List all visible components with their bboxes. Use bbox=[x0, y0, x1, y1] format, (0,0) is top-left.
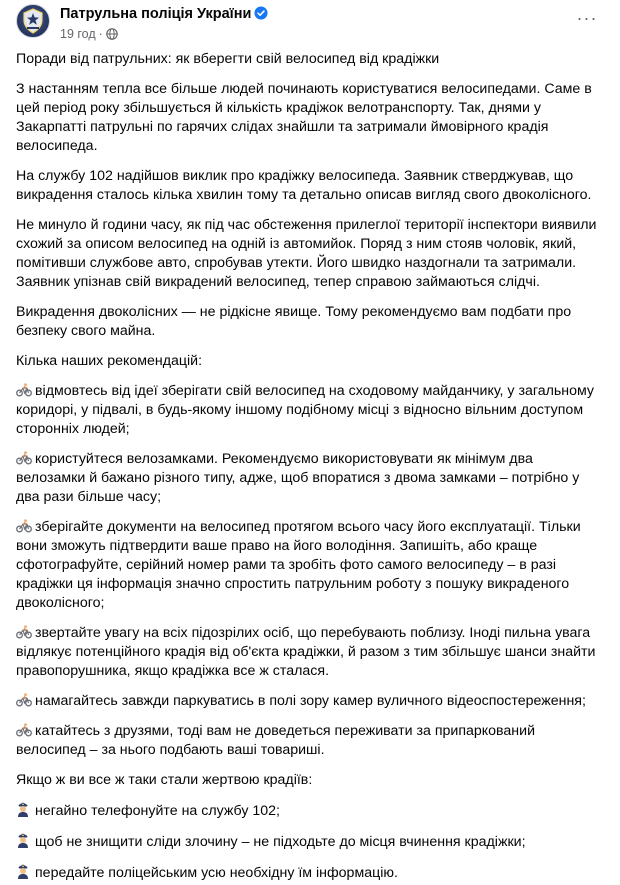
page-avatar[interactable] bbox=[16, 4, 50, 38]
recommendation-text: користуйтеся велозамками. Рекомендуємо використовувати як мінімум два велозамки й бажано різного типу, адже, щоб впоратися з двома замками – потрібно у два рази більше часу; bbox=[16, 451, 580, 505]
post-paragraph: Викрадення двоколісних — не рідкісне явище. Тому рекомендуємо вам подбати про безпеку свого майна. bbox=[16, 304, 572, 339]
bicyclist-emoji-icon bbox=[16, 723, 32, 737]
recommendation-text: зберігайте документи на велосипед протягом всього часу його експлуатації. Тільки вони зможуть підтвердити ваше право на його володіння. Запишіть, або краще сфотографуйте, серійний номер рами та зробіть фото самого велосипеду – в разі крадіжки ця інформація значно спростить патрульним роботу з пошуку викраденого двоколісного; bbox=[16, 519, 581, 611]
bicyclist-emoji-icon bbox=[16, 519, 32, 533]
meta-separator: · bbox=[98, 27, 103, 41]
bicyclist-emoji-icon bbox=[16, 451, 32, 465]
post-paragraph: З настанням тепла все більше людей починають користуватися велосипедами. Саме в цей період року збільшується й кількість крадіжок велотранспорту. Так, днями у Закарпатті патрульні по гарячих слідах знайшли та затримали ймовірного крадія велосипеда. bbox=[16, 81, 592, 154]
victim-step-text: негайно телефонуйте на службу 102; bbox=[35, 803, 280, 819]
post-headline: Поради від патрульних: як вберегти свій велосипед від крадіжки bbox=[16, 51, 440, 67]
post-paragraph: На службу 102 надійшов виклик про крадіжку велосипеда. Заявник стверджував, що викрадення сталось кілька хвилин тому та детально описав вигляд свого двоколісного. bbox=[16, 168, 592, 203]
victim-step-text: передайте поліцейським усю необхідну їм інформацію. bbox=[35, 865, 398, 881]
list-item bbox=[16, 450, 604, 507]
recommendation-text: намагайтесь завжди паркуватись в полі зору камер вуличного відеоспостереження; bbox=[35, 693, 586, 709]
bicyclist-emoji-icon bbox=[16, 625, 32, 639]
more-options-icon[interactable]: ··· bbox=[576, 7, 598, 28]
bicyclist-emoji-icon bbox=[16, 693, 32, 707]
list-item bbox=[16, 692, 604, 711]
list-item bbox=[16, 801, 604, 821]
list-item bbox=[16, 722, 604, 760]
recommendations-heading: Кількa наших рекомендацій: bbox=[16, 353, 203, 369]
post-body bbox=[16, 50, 604, 883]
police-officer-emoji-icon bbox=[16, 801, 32, 815]
list-item bbox=[16, 624, 604, 681]
police-officer-emoji-icon bbox=[16, 863, 32, 877]
page-name-link[interactable]: Патрульна поліція України bbox=[60, 6, 252, 22]
police-badge-icon bbox=[21, 8, 45, 34]
post-timestamp[interactable]: 19 год bbox=[60, 27, 96, 41]
globe-icon[interactable] bbox=[106, 27, 118, 46]
list-item bbox=[16, 832, 604, 852]
victim-step-text: щоб не знищити сліди злочину – не підходьте до місця вчинення крадіжки; bbox=[35, 834, 526, 850]
list-item bbox=[16, 863, 604, 883]
post-meta bbox=[60, 25, 118, 46]
recommendation-text: відмовтесь від ідеї зберігати свій велосипед на сходовому майданчику, у загальному коридорі, у підвалі, в будь-якому іншому подібному місці з відносно вільним доступом сторонніх людей; bbox=[16, 383, 594, 437]
post-paragraph: Не минуло й години часу, як під час обстеження прилеглої території інспектори виявили схожий за описом велосипед на одній із автомийок. Поряд з ним стояв чоловік, який, помітивши службове авто, спробував утекти. Його швидко наздогнали та затримали. Заявник упізнав свій викрадений велосипед, тепер справою займаються слідчі. bbox=[16, 217, 597, 290]
bicyclist-emoji-icon bbox=[16, 383, 32, 397]
recommendation-text: звертайте увагу на всіх підозрілих осіб, що перебувають поблизу. Іноді пильна увага відлякує потенційного крадія від об'єкта крадіжки, й разом з тим збільшує шанси знайти правопорушника, якщо крадіжка все ж сталася. bbox=[16, 625, 596, 679]
list-item bbox=[16, 518, 604, 613]
list-item bbox=[16, 382, 604, 439]
verified-badge-icon bbox=[254, 6, 268, 26]
page-name-line bbox=[60, 5, 268, 26]
victim-intro: Якщо ж ви все ж таки стали жертвою крадіїв: bbox=[16, 772, 313, 788]
police-officer-emoji-icon bbox=[16, 832, 32, 846]
post-header bbox=[16, 0, 604, 50]
recommendation-text: катайтесь з друзями, тоді вам не доведеться переживати за припаркований велосипед – за нього подбають ваші товариші. bbox=[16, 723, 535, 758]
